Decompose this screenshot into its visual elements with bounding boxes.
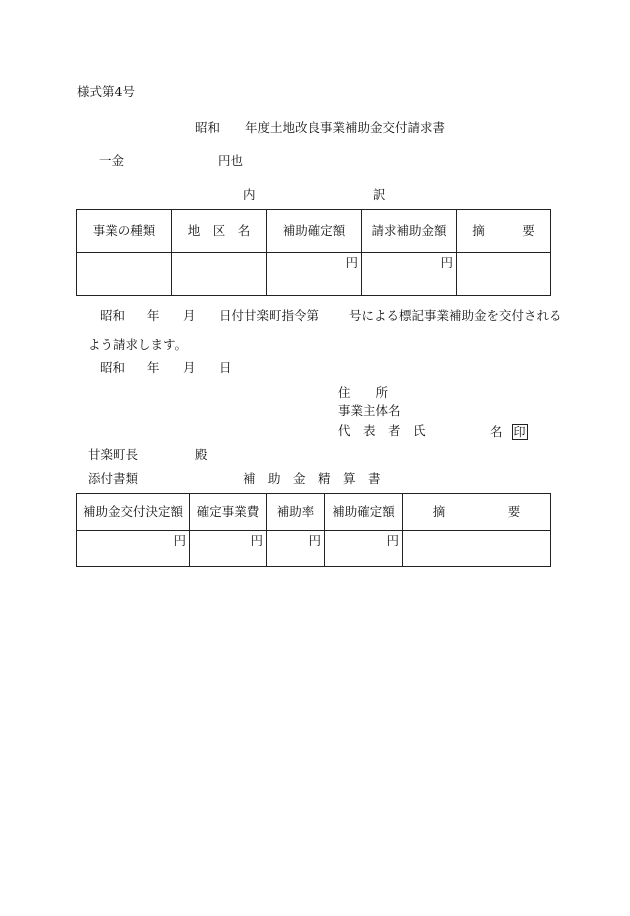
- cell-confirmed-subsidy[interactable]: 円: [267, 253, 362, 296]
- table-header-row: [77, 494, 551, 531]
- cell-grant-decision-amount[interactable]: 円: [77, 531, 190, 567]
- cell-subsidy-rate[interactable]: 円: [267, 531, 325, 567]
- form-number: 様式第4号: [77, 84, 135, 99]
- date-month: 月: [183, 360, 196, 375]
- cell-confirmed-project-cost[interactable]: 円: [190, 531, 267, 567]
- header-confirmed-project-cost: 確定事業費: [190, 494, 267, 531]
- addressee-name: 甘楽町長: [88, 447, 139, 462]
- cell-district-name[interactable]: [172, 253, 267, 296]
- header-confirmed-subsidy: 補助確定額: [267, 210, 362, 253]
- header-district-name: 地 区 名: [172, 210, 267, 253]
- attachment-label: 添付書類: [88, 471, 139, 486]
- addressee-honorific: 殿: [195, 447, 208, 462]
- breakdown-table: [76, 209, 551, 296]
- header-confirmed-subsidy: 補助確定額: [325, 494, 403, 531]
- name-label: [490, 424, 528, 440]
- body-text-a: 日付甘楽町指令第: [219, 308, 320, 323]
- date-era: 昭和: [100, 360, 126, 375]
- header-requested-subsidy: 請求補助金額: [362, 210, 457, 253]
- body-month: 月: [183, 308, 196, 323]
- amount-label: 一金: [99, 153, 125, 168]
- header-remarks: 摘 要: [403, 494, 551, 531]
- cell-remarks[interactable]: [403, 531, 551, 567]
- breakdown-heading-left: 内: [243, 187, 256, 202]
- address-label: 住 所: [338, 385, 389, 400]
- cell-requested-subsidy[interactable]: 円: [362, 253, 457, 296]
- attachment-title: 補 助 金 精 算 書: [243, 471, 381, 486]
- date-year: 年: [147, 360, 160, 375]
- body-year: 年: [147, 308, 160, 323]
- table-header-row: [77, 210, 551, 253]
- amount-suffix: 円也: [218, 153, 244, 168]
- header-grant-decision-amount: 補助金交付決定額: [77, 494, 190, 531]
- seal-stamp-box: 印: [513, 425, 526, 439]
- cell-confirmed-subsidy[interactable]: 円: [325, 531, 403, 567]
- cell-remarks[interactable]: [457, 253, 551, 296]
- date-day: 日: [219, 360, 232, 375]
- header-remarks: 摘 要: [457, 210, 551, 253]
- header-subsidy-rate: 補助率: [267, 494, 325, 531]
- body-era: 昭和: [100, 308, 126, 323]
- settlement-table: [76, 493, 551, 567]
- name-label-text: 名: [490, 424, 503, 439]
- table-row: [77, 531, 551, 567]
- header-project-type: 事業の種類: [77, 210, 172, 253]
- table-row: [77, 253, 551, 296]
- body-text-line2: よう請求します。: [88, 337, 188, 352]
- document-title: 昭和 年度土地改良事業補助金交付請求書: [195, 120, 446, 135]
- entity-name-label: 事業主体名: [338, 403, 401, 418]
- body-text-b: 号による標記事業補助金を交付される: [349, 308, 562, 323]
- cell-project-type[interactable]: [77, 253, 172, 296]
- breakdown-heading-right: 訳: [373, 187, 386, 202]
- representative-label: 代 表 者 氏: [338, 423, 426, 438]
